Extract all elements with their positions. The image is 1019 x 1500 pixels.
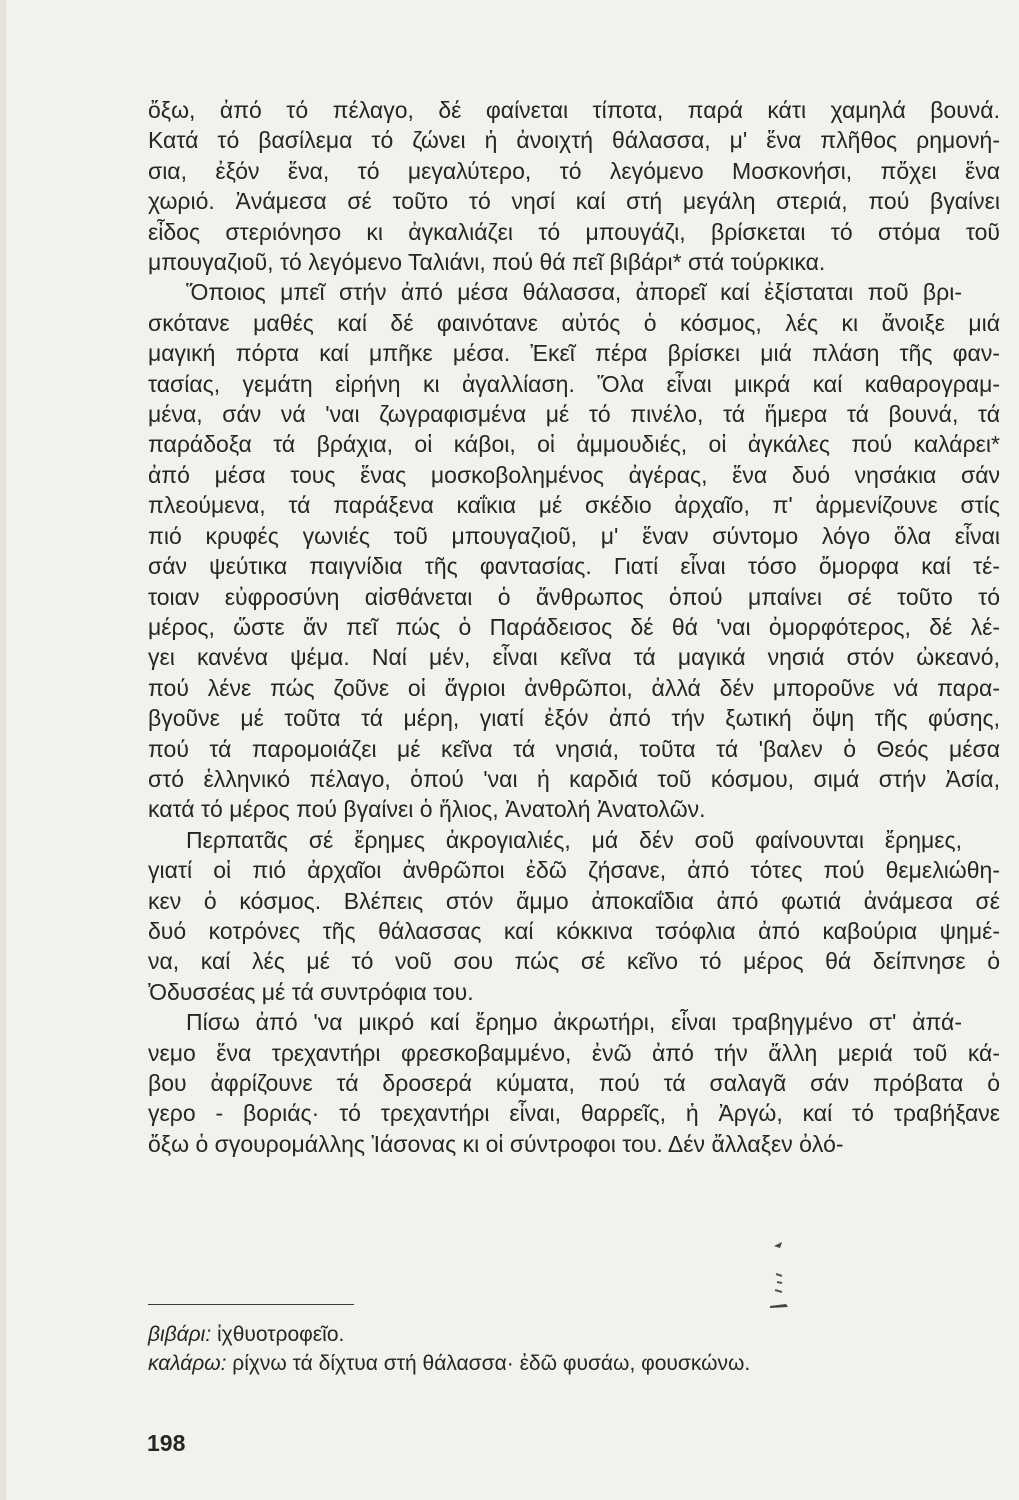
text-line: ὄξω, ἀπό τό πέλαγο, δέ φαίνεται τίποτα, παρά κάτι χαμηλά βουνά. [148,97,1000,123]
footnote-definition: ρίχνω τά δίχτυα στή θάλασσα· ἐδῶ φυσάω, φουσκώνω. [232,1352,751,1375]
footnote-term: καλάρω: [148,1352,227,1375]
text-line: να, καί λές μέ τό νοῦ σου πώς σέ κεῖνο τό μέρος θά δείπνησε ὁ [148,948,1000,975]
footnote-divider [148,1304,354,1305]
paragraph-4 [148,1007,1000,1159]
text-line: μαγική πόρτα καί μπῆκε μέσα. Ἐκεῖ πέρα βρίσκει μιά πλάση τῆς φαν- [148,340,1000,367]
footnote [148,1349,968,1378]
text-line: γιατί οἱ πιό ἀρχαῖοι ἀνθρῶποι ἐδῶ ζήσανε, ἀπό τότες πού θεμελιώθη- [148,857,1000,884]
text-line: μέρος, ὥστε ἄν πεῖ πώς ὁ Παράδεισος δέ θά 'ναι ὀμορφότερος, δέ λέ- [148,613,1000,640]
text-line: γερο - βοριάς· τό τρεχαντήρι εἶναι, θαρρεῖς, ἡ Ἀργώ, καί τό τραβήξανε [148,1100,1000,1127]
text-line: βου ἀφρίζουνε τά δροσερά κύματα, πού τά σαλαγᾶ σάν πρόβατα ὁ [148,1070,1000,1096]
text-line: Ὀδυσσέας μέ τά συντρόφια του. [148,978,474,1005]
footnotes [148,1320,968,1378]
text-line: Πίσω ἀπό 'να μικρό καί ἔρημο ἀκρωτήρι, εἶναι τραβηγμένο στ' ἀπά- [186,1009,962,1036]
footnote [148,1320,968,1349]
text-line: νεμο ἕνα τρεχαντήρι φρεσκοβαμμένο, ἐνῶ ἀπό τήν ἄλλη μεριά τοῦ κά- [148,1039,1000,1066]
text-line: χωριό. Ἀνάμεσα σέ τοῦτο τό νησί καί στή μεγάλη στεριά, πού βγαίνει [148,188,1000,215]
text-line: σια, ἐξόν ἕνα, τό μεγαλύτερο, τό λεγόμενο Μοσκονήσι, πὄχει ἕνα [148,157,1000,184]
text-line: βγοῦνε μέ τοῦτα τά μέρη, γιατί ἐξόν ἀπό τήν ξωτική ὄψη τῆς φύσης, [148,705,1000,732]
footnote-definition: ἰχθυοτροφεῖο. [217,1323,345,1346]
text-line: ὄξω ὁ σγουρομάλλης Ἰάσονας κι οἱ σύντροφοι του. Δέν ἄλλαξεν ὀλό- [148,1130,844,1157]
text-line: μένα, σάν νά 'ναι ζωγραφισμένα μέ τό πινέλο, τά ἥμερα τά βουνά, τά [148,401,1000,428]
footnote-term: βιβάρι: [148,1323,212,1346]
text-line: Κατά τό βασίλεμα τό ζώνει ἡ ἀνοιχτή θάλασσα, μ' ἕνα πλῆθος ρημονή- [148,127,1000,154]
text-line: στό ἑλληνικό πέλαγο, ὁπού 'ναι ἡ καρδιά τοῦ κόσμου, σιμά στήν Ἀσία, [148,765,1000,792]
text-line: ἀπό μέσα τους ἕνας μοσκοβολημένος ἀγέρας, ἕνα δυό νησάκια σάν [148,461,1000,488]
text-line: εἶδος στεριόνησο κι ἀγκαλιάζει τό μπουγάζι, βρίσκεται τό στόμα τοῦ [148,218,1000,245]
text-line: κατά τό μέρος πού βγαίνει ὁ ἥλιος, Ἀνατολή Ἀνατολῶν. [148,796,706,823]
page-number: 198 [147,1430,186,1456]
paragraph-3 [148,825,1000,1007]
text-line: σκότανε μαθές καί δέ φαινότανε αὐτός ὁ κόσμος, λές κι ἄνοιξε μιά [148,309,1000,336]
text-line: τοιαν εὐφροσύνη αἰσθάνεται ὁ ἄνθρωπος ὁπού μπαίνει σέ τοῦτο τό [148,583,1000,610]
text-line: κεν ὁ κόσμος. Βλέπεις στόν ἄμμο ἀποκαΐδια ἀπό φωτιά ἀνάμεσα σέ [148,887,1000,914]
body-text [148,95,1000,1159]
text-line: τασίας, γεμάτη εἰρήνη κι ἀγαλλίαση. Ὅλα εἶναι μικρά καί καθαρογραμ- [148,370,1000,397]
text-line: σάν ψεύτικα παιγνίδια τῆς φαντασίας. Γιατί εἶναι τόσο ὄμορφα καί τέ- [148,553,1000,580]
text-line: Ὅποιος μπεῖ στήν ἀπό μέσα θάλασσα, ἀπορεῖ καί ἐξίσταται ποῦ βρι- [186,279,962,306]
text-line: μπουγαζιοῦ, τό λεγόμενο Ταλιάνι, πού θά πεῖ βιβάρι* στά τούρκικα. [148,249,826,276]
ink-smudge [760,1240,800,1330]
text-line: Περπατᾶς σέ ἔρημες ἀκρογιαλιές, μά δέν σοῦ φαίνουνται ἔρημες, [186,826,962,853]
text-line: πιό κρυφές γωνιές τοῦ μπουγαζιοῦ, μ' ἕναν σύντομο λόγο ὅλα εἶναι [148,522,1000,549]
text-line: παράδοξα τά βράχια, οἱ κάβοι, οἱ ἀμμουδιές, οἱ ἀγκάλες πού καλάρει* [148,431,1000,458]
text-line: δυό κοτρόνες τῆς θάλασσας καί κόκκινα τσόφλια ἀπό καβούρια ψημέ- [148,917,1000,944]
text-line: πού τά παρομοιάζει μέ κεῖνα τά νησιά, τοῦτα τά 'βαλεν ὁ Θεός μέσα [148,735,1000,762]
paragraph-1 [148,95,1000,277]
text-line: πλεούμενα, τά παράξενα καΐκια μέ σκέδιο ἀρχαῖο, π' ἀρμενίζουνε στίς [148,492,1000,519]
text-line: πού λένε πώς ζοῦνε οἱ ἄγριοι ἀνθρῶποι, ἀλλά δέν μποροῦνε νά παρα- [148,674,1000,701]
text-line: γει κανένα ψέμα. Ναί μέν, εἶναι κεῖνα τά μαγικά νησιά στόν ὠκεανό, [148,644,1000,671]
paragraph-2 [148,277,1000,824]
